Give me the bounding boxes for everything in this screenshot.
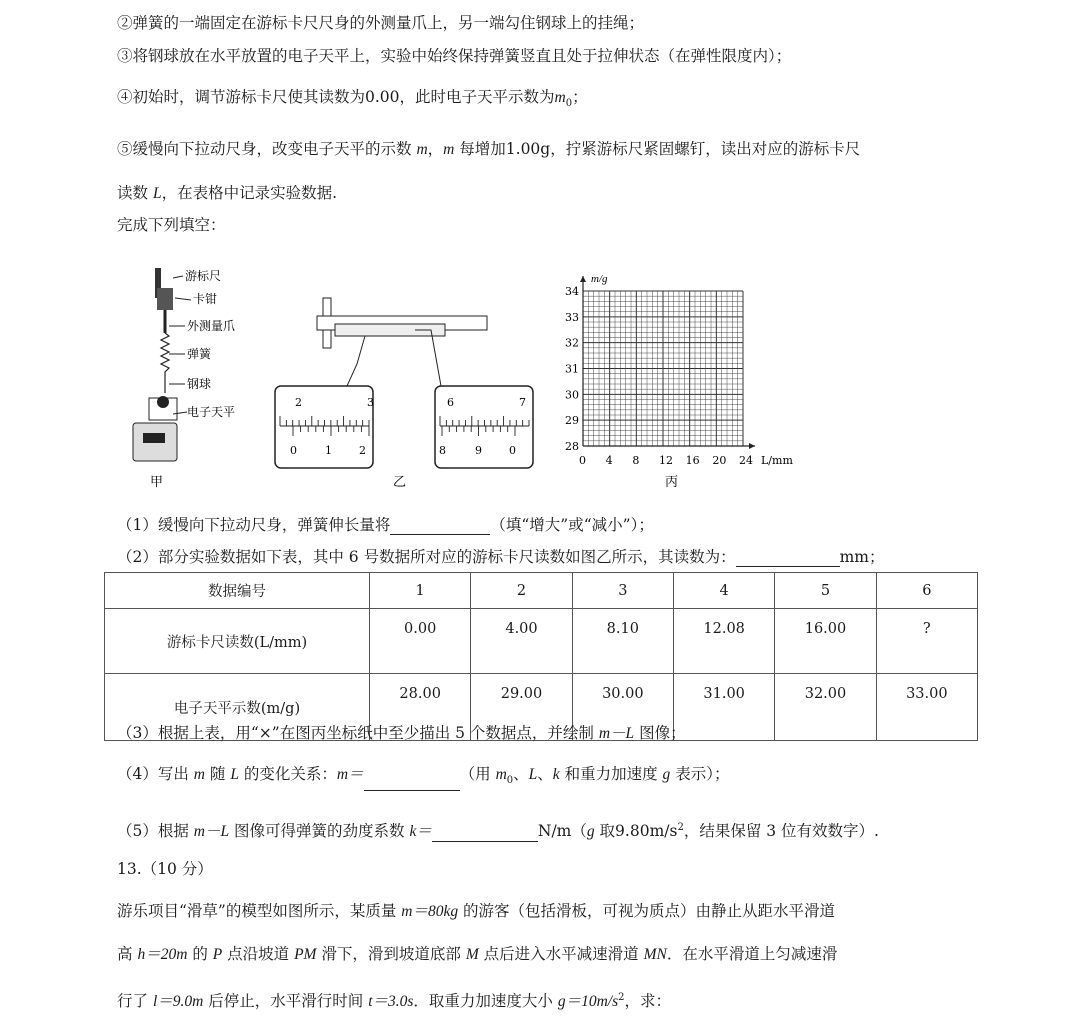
q3-expr: m－L xyxy=(598,725,635,742)
x-tick-label: 8 xyxy=(632,454,640,467)
p13-text-2: 的游客（包括滑板，可视为质点）由静止从距水平滑道 xyxy=(458,902,836,920)
step-4 xyxy=(117,87,588,114)
question-4 xyxy=(117,764,729,791)
caption-jia: 甲 xyxy=(150,475,164,490)
q5-hint: （ xyxy=(571,822,587,841)
m-symbol: m xyxy=(193,766,205,783)
right-bot-9: 9 xyxy=(475,444,482,457)
q4-eq: m＝ xyxy=(336,766,364,783)
step-2 xyxy=(117,13,644,33)
q5-expr: m－L xyxy=(193,823,230,841)
track-MN: MN xyxy=(643,946,667,963)
k-symbol: k＝ xyxy=(409,823,432,841)
q5-unit: N/m xyxy=(537,822,572,841)
header-label: 数据编号 xyxy=(105,573,370,609)
punct: ； xyxy=(572,88,588,106)
q5-answer-blank[interactable] xyxy=(432,825,538,842)
p13-text: ．在水平滑道上匀减速滑 xyxy=(666,945,838,963)
label-steel-ball: 钢球 xyxy=(187,377,212,391)
x-tick-labels xyxy=(579,454,753,467)
table-cell: 31.00 xyxy=(673,674,774,741)
table-cell: 8.10 xyxy=(572,609,673,674)
step-3-text: ③将钢球放在水平放置的电子天平上，实验中始终保持弹簧竖直且处于拉伸状态（在弹性限度内）； xyxy=(117,47,792,65)
step-5-text-2: 每增加1.00g，拧紧游标尺紧固螺钉，读出对应的游标卡尺 xyxy=(454,140,861,158)
p13-text: 点沿坡道 xyxy=(222,945,295,963)
col-5: 5 xyxy=(775,573,876,609)
leader-line xyxy=(175,298,191,300)
step-2-text: ②弹簧的一端固定在游标卡尺尺身的外测量爪上，另一端勾住钢球上的挂绳； xyxy=(117,14,645,32)
q4-mid2: 的变化关系： xyxy=(238,765,337,783)
q3-post: 图像； xyxy=(634,724,686,742)
step-5 xyxy=(117,139,860,160)
col-4: 4 xyxy=(673,573,774,609)
right-top-7: 7 xyxy=(519,396,526,409)
q5-text: （5）根据 xyxy=(117,822,194,841)
leader-line xyxy=(173,276,183,278)
col-3: 3 xyxy=(572,573,673,609)
m-symbol: m xyxy=(443,141,455,158)
y-tick-label: 28 xyxy=(565,440,579,453)
q4-hint-2: 和重力加速度 xyxy=(559,765,663,783)
question-5 xyxy=(117,818,879,842)
left-top-2: 2 xyxy=(295,396,302,409)
m-symbol: m xyxy=(554,89,566,106)
y-tick-label: 34 xyxy=(565,285,579,298)
step-4-text: ④初始时，调节游标卡尺使其读数为0.00，此时电子天平示数为 xyxy=(117,88,555,106)
q4-hint: （用 xyxy=(459,765,496,783)
y-tick-label: 29 xyxy=(565,414,579,428)
g-symbol: g xyxy=(662,766,671,783)
L-symbol: L xyxy=(152,185,162,202)
left-top-3: 3 xyxy=(367,396,374,409)
point-M: M xyxy=(465,946,479,963)
x-tick-label: 12 xyxy=(659,454,673,467)
p13-text: 行了 xyxy=(117,992,153,1011)
p13-text: 滑下，滑到坡道底部 xyxy=(316,945,466,963)
height-expr: h＝20m xyxy=(137,946,188,963)
m-symbol: m xyxy=(416,141,428,158)
y-tick-label: 31 xyxy=(565,362,579,376)
q1-answer-blank[interactable] xyxy=(390,518,490,535)
y-tick-label: 32 xyxy=(565,336,579,350)
step-5-text: ⑤缓慢向下拉动尺身，改变电子天平的示数 xyxy=(117,140,417,158)
k-symbol: k xyxy=(552,766,560,783)
left-bot-2: 2 xyxy=(359,444,366,457)
x-tick-label: 24 xyxy=(739,454,753,467)
p13-text: 点后进入水平减速滑道 xyxy=(478,945,644,963)
data-table xyxy=(104,572,978,741)
step-3 xyxy=(117,46,791,66)
figures-panel xyxy=(125,268,793,493)
p13-text: ．取重力加速度大小 xyxy=(413,992,558,1011)
label-balance: 电子天平 xyxy=(187,405,236,419)
table-cell: 32.00 xyxy=(775,674,876,741)
time-expr: t＝3.0s xyxy=(368,993,414,1011)
p13-text: 游乐项目“滑草”的模型如图所示，某质量 xyxy=(117,902,402,920)
step-5-cont xyxy=(117,183,337,204)
table-cell: 0.00 xyxy=(370,609,471,674)
clamp-icon xyxy=(157,288,173,310)
table-header-row xyxy=(105,573,978,609)
question-1 xyxy=(117,515,654,535)
L-symbol: L xyxy=(528,766,538,783)
question-2 xyxy=(117,547,885,567)
punct: 、 xyxy=(537,765,553,783)
table-cell: 28.00 xyxy=(370,674,471,741)
q4-text: （4）写出 xyxy=(117,765,194,783)
x-axis-label: L/mm xyxy=(761,454,793,467)
col-1: 1 xyxy=(370,573,471,609)
caption-yi: 乙 xyxy=(393,475,407,490)
table-cell: 29.00 xyxy=(471,674,572,741)
q2-answer-blank[interactable] xyxy=(736,550,840,567)
leader-line xyxy=(173,412,187,414)
problem-13-line-1 xyxy=(117,901,835,922)
table-row-vernier xyxy=(105,609,978,674)
p13-text: 高 xyxy=(117,945,138,963)
graph-grid xyxy=(583,291,743,446)
q3-text: （3）根据上表，用“×”在图丙坐标纸中至少描出 5 个数据点，并绘制 xyxy=(117,724,599,742)
superscript-2: 2 xyxy=(618,992,625,1003)
q4-mid: 随 xyxy=(205,765,231,783)
q1-hint: （填“增大”或“减小”）； xyxy=(490,516,654,534)
label-clamp: 卡钳 xyxy=(193,292,218,306)
mass-expr: m＝80kg xyxy=(401,903,459,920)
g-symbol: g xyxy=(586,823,595,841)
complete-text: 完成下列填空： xyxy=(117,216,226,234)
y-tick-label: 33 xyxy=(565,310,579,324)
L-symbol: L xyxy=(230,766,239,783)
problem-13-line-2 xyxy=(117,944,837,965)
p13-text: 的 xyxy=(187,945,213,963)
q5-hint-3: ，结果保留 3 位有效数字）. xyxy=(683,822,879,841)
q4-answer-blank[interactable] xyxy=(364,774,460,791)
point-P: P xyxy=(212,946,223,963)
q5-mid: 图像可得弹簧的劲度系数 xyxy=(229,822,410,841)
table-cell: 12.08 xyxy=(673,609,774,674)
table-cell: 30.00 xyxy=(572,674,673,741)
label-vernier: 游标尺 xyxy=(185,269,222,283)
label-outer-jaw: 外测量爪 xyxy=(187,319,236,333)
x-tick-label: 20 xyxy=(712,454,727,467)
q4-hint-3: 表示）； xyxy=(670,765,730,783)
table-cell: 4.00 xyxy=(471,609,572,674)
y-tick-label: 30 xyxy=(565,388,579,402)
right-bot-8: 8 xyxy=(439,444,446,457)
left-bot-1: 1 xyxy=(325,444,332,457)
p13-title: 13.（10 分） xyxy=(117,860,213,878)
y-axis-label: m/g xyxy=(591,273,608,285)
right-bot-0: 0 xyxy=(509,444,516,457)
punct: 、 xyxy=(513,765,529,783)
figure-bing xyxy=(565,273,793,490)
slope-PM: PM xyxy=(294,946,317,963)
x-tick-label: 16 xyxy=(685,454,700,467)
step-5b-text-2: ，在表格中记录实验数据. xyxy=(161,184,337,202)
x-arrow-icon xyxy=(749,443,755,449)
figure-yi xyxy=(275,298,533,490)
q2-text: （2）部分实验数据如下表，其中 6 号数据所对应的游标卡尺读数如图乙所示，其读数为： xyxy=(117,548,736,566)
y-tick-labels xyxy=(565,285,579,453)
punct: ， xyxy=(427,140,444,158)
table-cell: ? xyxy=(876,609,977,674)
p13-text: 后停止，水平滑行时间 xyxy=(203,992,369,1011)
label-spring: 弹簧 xyxy=(187,347,212,361)
question-3 xyxy=(117,723,686,744)
subscript-0: 0 xyxy=(565,98,573,110)
m-symbol: m xyxy=(495,766,507,783)
subscript-0: 0 xyxy=(506,775,514,787)
p13-text: ，求： xyxy=(624,992,672,1011)
q5-hint-2: 取9.80m/s xyxy=(594,822,678,841)
caption-bing: 丙 xyxy=(665,475,679,490)
step-5b-text: 读数 xyxy=(117,184,153,202)
row2-label: 电子天平示数(m/g) xyxy=(105,674,370,741)
caliper-zoom-lines xyxy=(347,330,441,386)
problem-13-title xyxy=(117,859,213,879)
left-bot-0: 0 xyxy=(290,444,297,457)
gravity-expr: g＝10m/s xyxy=(557,993,619,1011)
balance-display xyxy=(143,433,165,443)
figure-jia xyxy=(133,268,235,490)
complete-instruction xyxy=(117,215,226,235)
q1-text: （1）缓慢向下拉动尺身，弹簧伸长量将 xyxy=(117,516,391,534)
table-cell: 16.00 xyxy=(775,609,876,674)
right-top-6: 6 xyxy=(447,396,454,409)
length-expr: l＝9.0m xyxy=(152,993,204,1011)
col-2: 2 xyxy=(471,573,572,609)
superscript-2: 2 xyxy=(677,822,684,833)
x-tick-label: 0 xyxy=(579,454,586,467)
col-6: 6 xyxy=(876,573,977,609)
row1-label: 游标卡尺读数(L/mm) xyxy=(105,609,370,674)
x-tick-label: 4 xyxy=(605,454,613,467)
y-arrow-icon xyxy=(580,276,586,282)
table-cell: 33.00 xyxy=(876,674,977,741)
problem-13-line-3 xyxy=(117,988,671,1012)
q2-unit: mm； xyxy=(839,548,885,566)
spring-icon xyxy=(161,333,169,393)
